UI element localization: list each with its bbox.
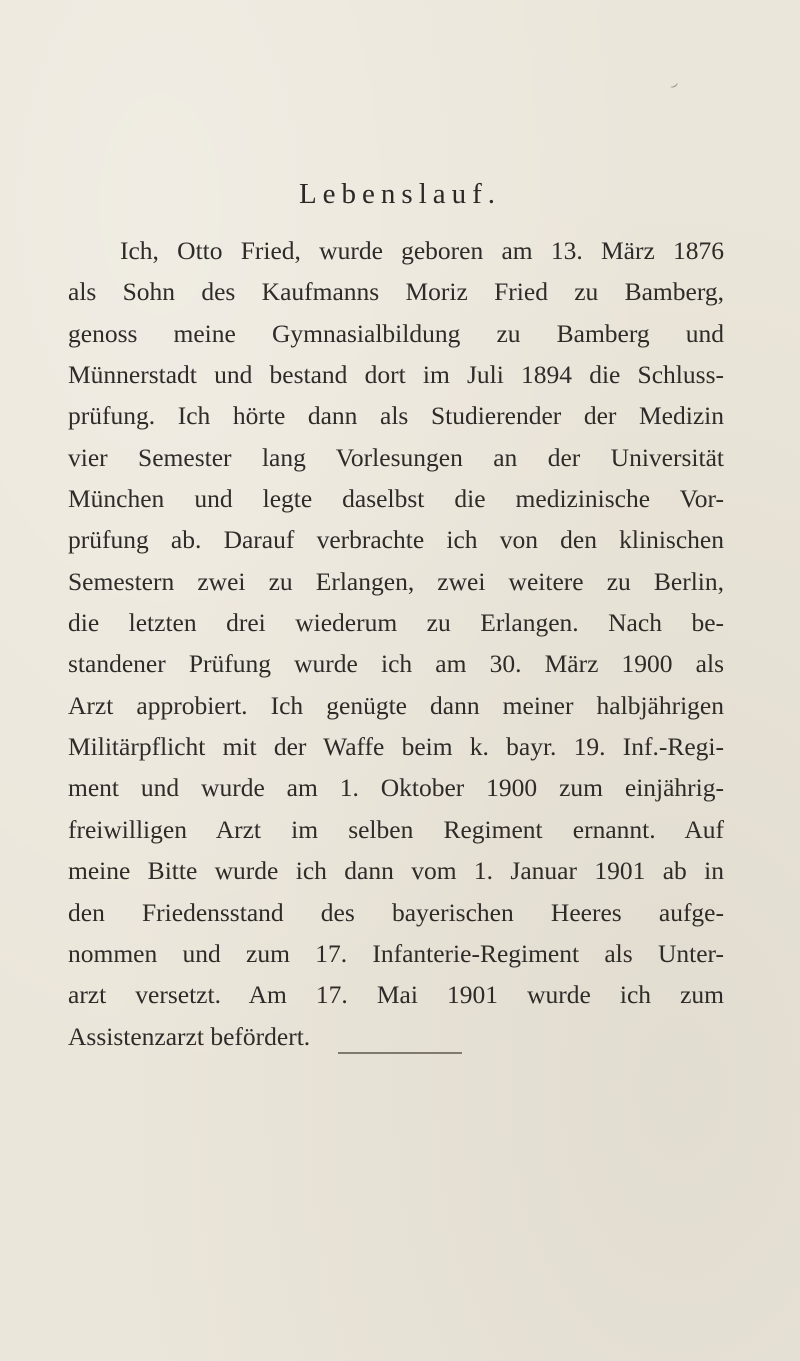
text-line: genoss meine Gymnasialbildung zu Bamberg und	[68, 318, 724, 348]
text-line: arzt versetzt. Am 17. Mai 1901 wurde ich zum	[68, 980, 724, 1010]
text-line: freiwilligen Arzt im selben Regiment ernannt. Auf	[68, 814, 724, 844]
text-line: nommen und zum 17. Infanterie-Regiment als Unter-	[68, 938, 724, 968]
text-line: Ich, Otto Fried, wurde geboren am 13. März 1876	[120, 236, 724, 265]
text-line: Arzt approbiert. Ich genügte dann meiner halbjährigen	[68, 690, 724, 720]
text-line: standener Prüfung wurde ich am 30. März 1900 als	[68, 649, 724, 679]
document-title: Lebenslauf.	[298, 178, 502, 210]
text-line: prüfung ab. Darauf verbrachte ich von den klinischen	[68, 525, 724, 555]
text-line: den Friedensstand des bayerischen Heeres aufge-	[68, 897, 724, 927]
closing-rule	[338, 1052, 462, 1054]
text-line: Semestern zwei zu Erlangen, zwei weitere zu Berlin,	[68, 566, 724, 596]
text-line: ment und wurde am 1. Oktober 1900 zum einjährig-	[68, 773, 724, 803]
text-line: meine Bitte wurde ich dann vom 1. Januar 1901 ab in	[68, 856, 724, 886]
text-line: vier Semester lang Vorlesungen an der Universität	[68, 442, 724, 472]
text-line: Münnerstadt und bestand dort im Juli 1894 die Schluss-	[68, 360, 724, 390]
text-line: München und legte daselbst die medizinische Vor-	[68, 484, 724, 514]
text-line: Assistenzarzt befördert.	[68, 1021, 311, 1051]
text-line: die letzten drei wiederum zu Erlangen. Nach be-	[68, 608, 724, 638]
ink-speck: ⌣	[666, 76, 683, 95]
biography-paragraph	[68, 230, 724, 1057]
text-line: als Sohn des Kaufmanns Moriz Fried zu Bamberg,	[68, 277, 724, 307]
text-line: Militärpflicht mit der Waffe beim k. bayr. 19. Inf.-Regi-	[68, 732, 724, 762]
text-line: prüfung. Ich hörte dann als Studierender der Medizin	[68, 401, 724, 431]
